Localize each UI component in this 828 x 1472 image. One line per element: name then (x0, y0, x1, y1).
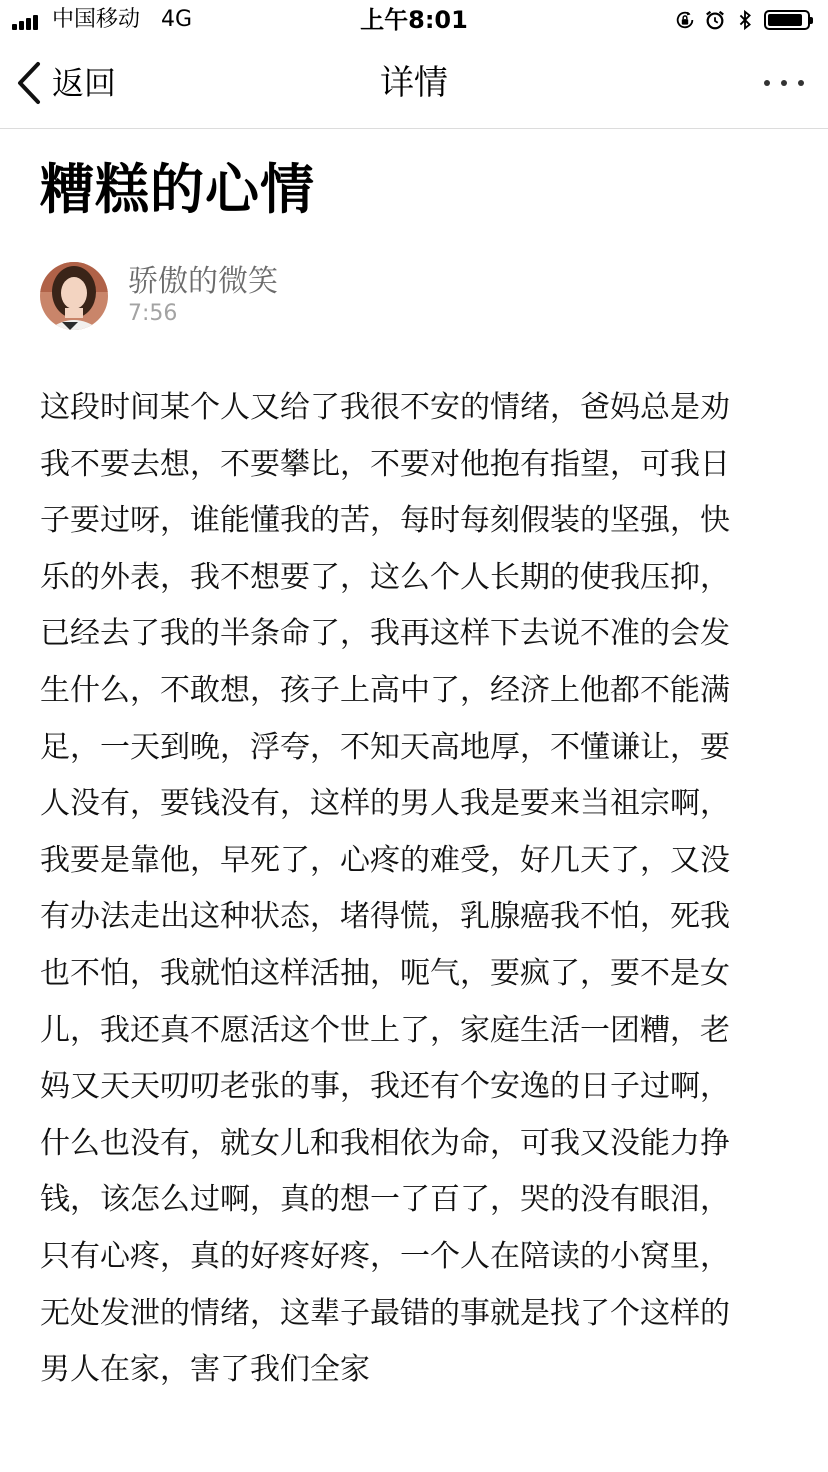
body-line: 妈又天天叨叨老张的事，我还有个安逸的日子过啊， (40, 1069, 730, 1105)
body-line: 儿，我还真不愿活这个世上了，家庭生活一团糟，老 (40, 1012, 730, 1048)
body-line: 我不要去想，不要攀比，不要对他抱有指望，可我日 (40, 446, 730, 482)
network-type: 4G (161, 7, 193, 32)
body-line: 无处发泄的情绪，这辈子最错的事就是找了个这样的 (40, 1295, 730, 1331)
body-line: 只有心疼，真的好疼好疼，一个人在陪读的小窝里， (40, 1238, 730, 1274)
body-line: 已经去了我的半条命了，我再这样下去说不准的会发 (40, 616, 730, 652)
orientation-lock-icon (674, 9, 696, 31)
status-time: 上午8:01 (360, 6, 468, 34)
navigation-bar (0, 40, 828, 129)
battery-icon (764, 10, 810, 30)
avatar[interactable] (40, 262, 108, 330)
page-title: 详情 (380, 63, 448, 103)
body-line: 什么也没有，就女儿和我相依为命，可我又没能力挣 (40, 1125, 730, 1161)
body-line: 足，一天到晚，浮夸，不知天高地厚，不懂谦让，要 (40, 729, 730, 765)
body-line: 男人在家，害了我们全家 (40, 1352, 370, 1388)
article-title: 糟糕的心情 (40, 158, 315, 221)
carrier-name: 中国移动 (52, 7, 141, 32)
avatar-image (40, 262, 108, 330)
body-line: 有办法走出这种状态，堵得慌，乳腺癌我不怕，死我 (40, 899, 730, 935)
body-line: 也不怕，我就怕这样活抽，呃气，要疯了，要不是女 (40, 955, 730, 991)
body-line: 钱，该怎么过啊，真的想一了百了，哭的没有眼泪， (40, 1182, 730, 1218)
status-icons (674, 7, 810, 33)
post-time: 7:56 (128, 301, 178, 326)
article-body (40, 380, 800, 1399)
body-line: 人没有，要钱没有，这样的男人我是要来当祖宗啊， (40, 786, 730, 822)
body-line: 我要是靠他，早死了，心疼的难受，好几天了，又没 (40, 842, 730, 878)
bluetooth-icon (734, 9, 756, 31)
more-dots-icon (764, 80, 770, 86)
battery-level-fill (768, 14, 802, 26)
more-options-button[interactable] (764, 76, 804, 90)
body-line: 子要过呀，谁能懂我的苦，每时每刻假装的坚强，快 (40, 503, 730, 539)
body-line: 生什么，不敢想，孩子上高中了，经济上他都不能满 (40, 672, 730, 708)
alarm-icon (704, 9, 726, 31)
status-bar (0, 0, 828, 40)
body-line: 这段时间某个人又给了我很不安的情绪，爸妈总是劝 (40, 390, 730, 425)
author-name[interactable]: 骄傲的微笑 (128, 264, 278, 299)
body-line: 乐的外表，我不想要了，这么个人长期的使我压抑， (40, 559, 730, 595)
back-label: 返回 (52, 64, 117, 102)
